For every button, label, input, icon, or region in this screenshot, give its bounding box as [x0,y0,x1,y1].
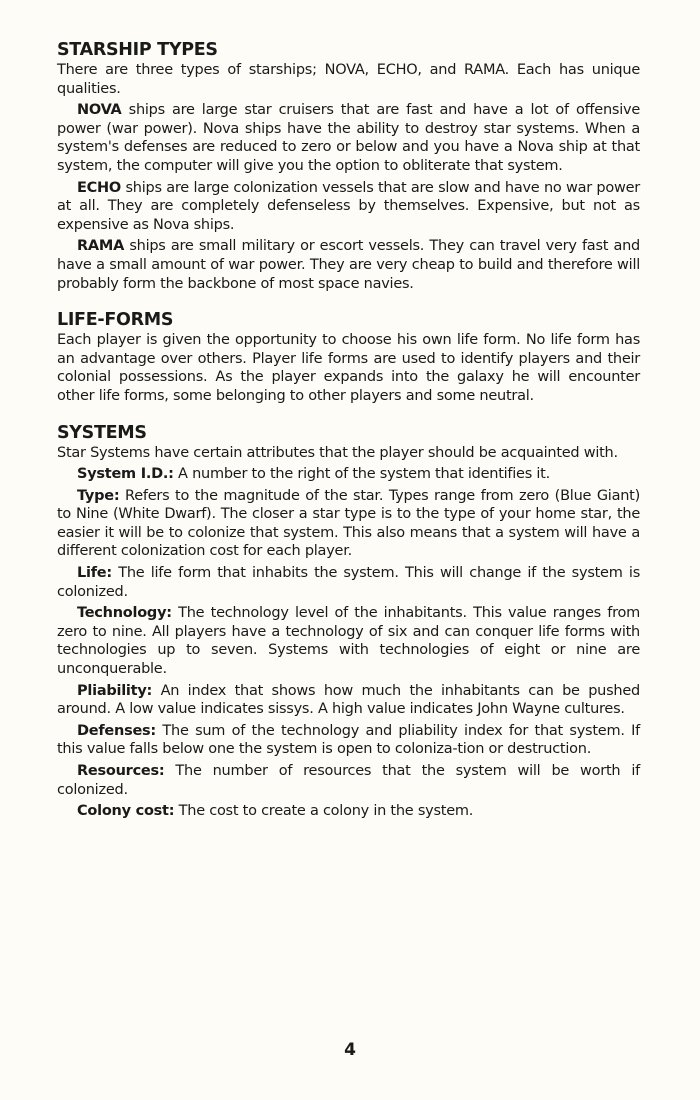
page-number: 4 [344,1040,356,1060]
definition-text: An index that shows how much the inhabitants can be pushed around. A low value indicates sissys. A high value indicates John Wayne cultures. [57,682,640,718]
definition-technology [57,604,640,678]
section-life-forms [57,310,640,405]
definition-term: Life: [77,565,112,582]
definition-text: The number of resources that the system will be worth if colonized. [57,763,640,798]
definition-nova [57,101,640,175]
definition-text: The cost to create a colony in the system. [174,803,474,820]
definition-text: The technology level of the inhabitants. This value ranges from zero to nine. All players have a technology of six and can conquer life forms with technologies up to seven. Systems with technologies of eight or nine are unconquerable. [57,605,640,678]
definition-term: NOVA [77,102,122,119]
section-systems [57,423,640,821]
section-starship-types [57,40,640,293]
definition-term: System I.D.: [77,466,174,483]
definition-term: Technology: [77,605,172,622]
definition-system-id [57,465,640,484]
definition-text: The sum of the technology and pliability index for that system. If this value falls below one the system is open to coloniza-tion or destruction. [57,722,640,758]
definition-term: RAMA [77,238,125,255]
definition-term: Resources: [77,763,165,779]
section-heading: LIFE-FORMS [57,310,174,331]
definition-term: Type: [77,487,120,504]
section-heading: SYSTEMS [57,422,147,443]
definition-text: ships are small military or escort vessels. They can travel very fast and have a small amount of war power. They are very cheap to build and therefore will probably form the backbone of most space navies. [57,238,640,292]
definition-rama [57,237,640,293]
section-intro: There are three types of starships; NOVA, ECHO, and RAMA. Each has unique qualities. [57,62,640,97]
definition-colony-cost [57,802,640,821]
definition-text: A number to the right of the system that identifies it. [173,466,550,483]
definition-text: The life form that inhabits the system. This will change if the system is colonized. [57,565,640,600]
definition-text: ships are large colonization vessels that are slow and have no war power at all. They are completely defenseless by themselves. Expensive, but not as expensive as Nova ships. [57,179,640,233]
section-intro: Each player is given the opportunity to choose his own life form. No life form has an advantage over others. Player life forms are used to identify players and their colonial possessions. As the player expands into the galaxy he will encounter other life forms, some belonging to other players and some neutral. [57,332,640,404]
definition-pliability [57,682,640,719]
definition-term: Pliability: [77,682,153,699]
definition-echo [57,179,640,235]
manual-page [57,40,640,838]
definition-text: ships are large star cruisers that are fast and have a lot of offensive power (war power). Nova ships have the ability to destroy star systems. When a system's defenses are reduced to zero or below and you have a Nova ship at that system, the computer will give you the option to obliterate that system. [57,102,640,174]
definition-type [57,487,640,561]
definition-term: Colony cost: [77,803,175,820]
section-heading: STARSHIP TYPES [57,40,218,60]
section-intro: Star Systems have certain attributes that the player should be acquainted with. [57,444,618,461]
definition-term: Defenses: [77,722,156,739]
definition-defenses [57,722,640,759]
definition-term: ECHO [77,179,122,196]
definition-text: Refers to the magnitude of the star. Types range from zero (Blue Giant) to Nine (White Dwarf). The closer a star type is to the type of your home star, the easier it will be to colonize that system. This also means that a system will have a different colonization cost for each player. [57,487,640,560]
definition-life [57,564,640,601]
definition-resources [57,762,640,799]
